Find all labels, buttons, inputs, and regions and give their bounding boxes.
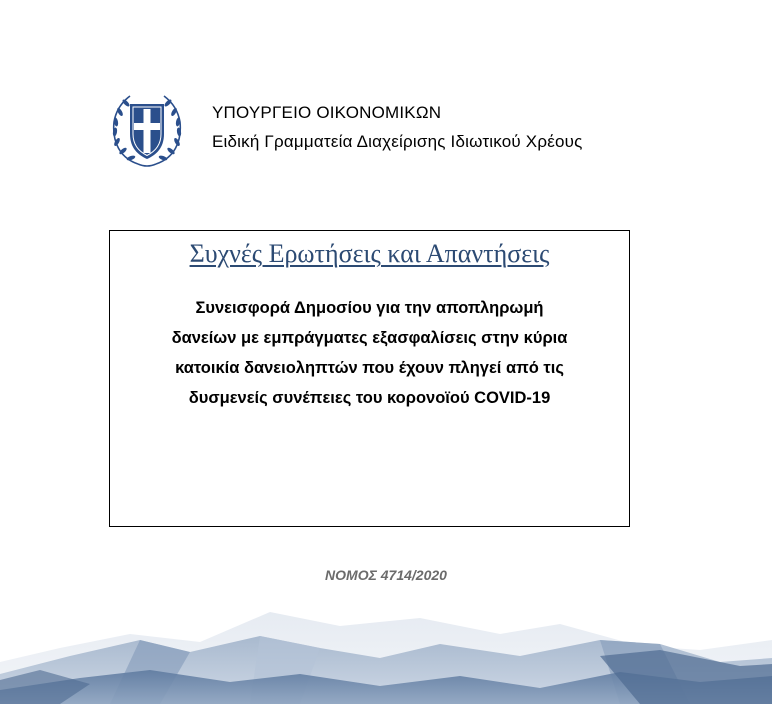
document-subject	[130, 293, 609, 413]
ministry-name: ΥΠΟΥΡΓΕΙΟ ΟΙΚΟΝΟΜΙΚΩΝ	[212, 103, 442, 122]
subject-line: Συνεισφορά Δημοσίου για την αποπληρωμή	[195, 299, 544, 317]
secretariat-name: Ειδική Γραμματεία Διαχείρισης Ιδιωτικού Χρέους	[212, 132, 583, 151]
subject-line: δανείων με εμπράγματες εξασφαλίσεις στην κύρια	[171, 329, 568, 347]
title-box	[109, 230, 630, 527]
document-title: Συχνές Ερωτήσεις και Απαντήσεις	[189, 239, 550, 268]
subject-line: δυσμενείς συνέπειες του κορονοϊού COVID-19	[188, 389, 551, 407]
law-reference: ΝΟΜΟΣ 4714/2020	[325, 567, 447, 583]
document-header	[108, 90, 668, 170]
subject-line: κατοικία δανειοληπτών που έχουν πληγεί από τις	[175, 359, 564, 377]
greek-coat-of-arms-icon	[108, 90, 186, 170]
mountains-illustration	[0, 600, 772, 704]
